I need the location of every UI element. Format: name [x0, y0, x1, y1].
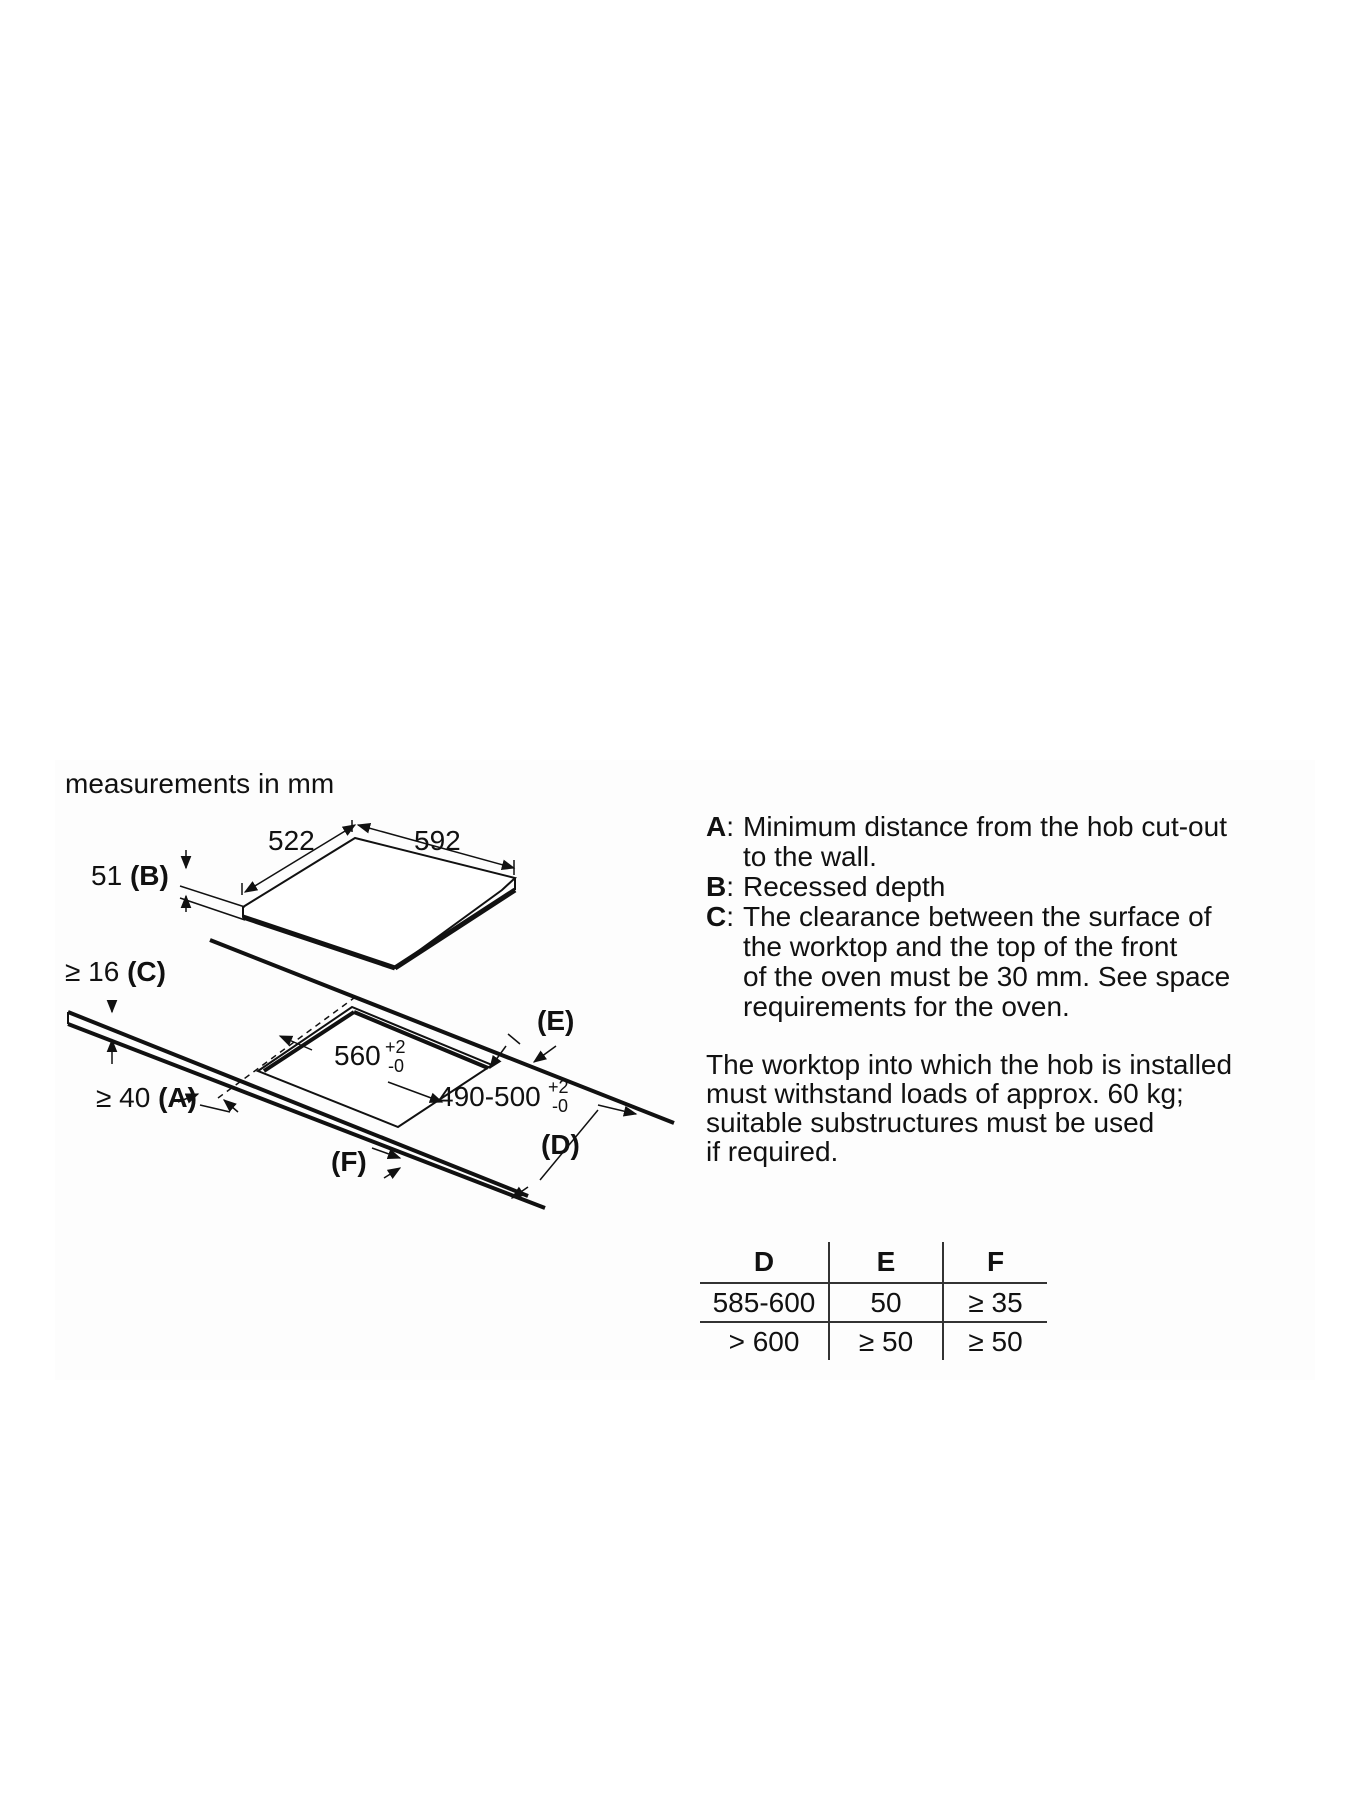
legend-a-line1: Minimum distance from the hob cut-out [743, 811, 1227, 842]
legend-c-line1: The clearance between the surface of [743, 901, 1212, 932]
legend-c-line4: requirements for the oven. [743, 991, 1070, 1022]
key-a: (A) [158, 1082, 197, 1113]
legend-item-a: A: Minimum distance from the hob cut-out to the wall. [706, 812, 1306, 872]
dim-16-c [65, 958, 166, 986]
table-cell: ≥ 50 [829, 1322, 943, 1360]
table-cell: 585-600 [700, 1283, 829, 1322]
dim-51-b [91, 862, 169, 890]
table-header-e: E [829, 1242, 943, 1283]
dim-490-500: 490-500 [438, 1081, 541, 1112]
legend-c-line2: the worktop and the top of the front [743, 931, 1178, 962]
dim-40-a [96, 1084, 197, 1112]
note-line: The worktop into which the hob is installed [706, 1049, 1233, 1080]
legend-c-line3: of the oven must be 30 mm. See space [743, 961, 1231, 992]
legend-a-line2: to the wall. [743, 841, 877, 872]
note-line: must withstand loads of approx. 60 kg; [706, 1078, 1184, 1109]
key-d: (D) [541, 1129, 580, 1160]
dim-16-value: ≥ 16 [65, 956, 120, 987]
dim-40-value: ≥ 40 [96, 1082, 151, 1113]
key-c: (C) [127, 956, 166, 987]
dim-522: 522 [268, 825, 315, 856]
dim-490-tol-minus: -0 [552, 1096, 569, 1116]
legend-key-b: B [706, 871, 727, 902]
units-note: measurements in mm [65, 768, 335, 799]
dim-51-value: 51 [91, 860, 123, 891]
legend-key-c: C [706, 901, 727, 932]
legend-key-a: A [706, 811, 727, 842]
legend-item-c: C: The clearance between the surface of the worktop and the top of the front of the oven must be 30 mm. See space requirements for the oven. [706, 902, 1306, 1022]
clearance-table [700, 1242, 1047, 1360]
legend-b-line1: Recessed depth [743, 871, 946, 902]
table-header-f: F [943, 1242, 1047, 1283]
table-row [700, 1283, 1047, 1322]
table-cell: > 600 [700, 1322, 829, 1360]
table-cell: 50 [829, 1283, 943, 1322]
legend-item-b: B: Recessed depth [706, 872, 1306, 902]
dim-592: 592 [414, 825, 461, 856]
load-note [706, 1050, 1306, 1166]
dim-560: 560 [334, 1040, 381, 1071]
table-header-row [700, 1242, 1047, 1283]
dim-560-tol-plus: +2 [385, 1037, 406, 1057]
key-e: (E) [537, 1005, 575, 1036]
key-f: (F) [331, 1146, 367, 1177]
table-header-d: D [700, 1242, 829, 1283]
dim-560-tol-minus: -0 [388, 1056, 405, 1076]
table-cell: ≥ 35 [943, 1283, 1047, 1322]
table-row [700, 1322, 1047, 1360]
legend [706, 812, 1306, 1022]
key-b: (B) [129, 860, 169, 891]
note-line: if required. [706, 1136, 839, 1167]
table-cell: ≥ 50 [968, 1325, 1023, 1357]
dim-490-tol-plus: +2 [548, 1077, 569, 1097]
note-line: suitable substructures must be used [706, 1107, 1155, 1138]
